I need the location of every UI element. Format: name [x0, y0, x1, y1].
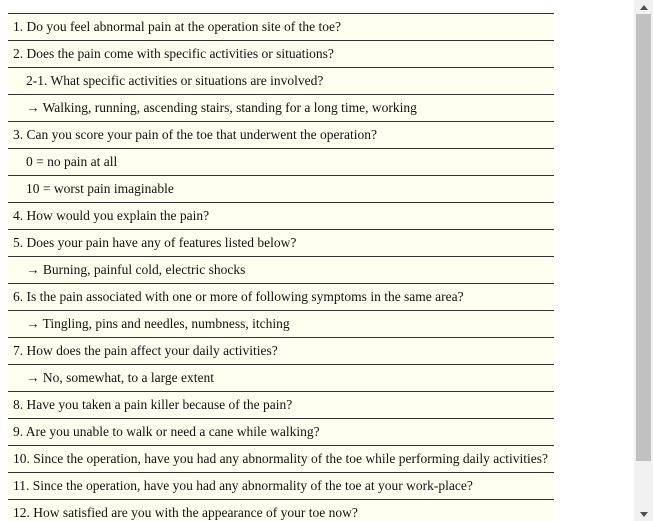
questionnaire-row — [8, 14, 554, 41]
questionnaire-row — [8, 338, 554, 365]
answer-text: → No, somewhat, to a large extent — [8, 365, 554, 392]
question-text: 5. Does your pain have any of features listed below? — [8, 230, 554, 257]
arrow-up-icon — [640, 5, 648, 10]
answer-text: 0 = no pain at all — [8, 149, 554, 176]
questionnaire-body — [8, 14, 554, 521]
question-text: 10. Since the operation, have you had any abnormality of the toe while performing daily activities? — [8, 446, 554, 473]
vertical-scrollbar[interactable] — [634, 0, 653, 521]
questionnaire-row — [8, 203, 554, 230]
questionnaire-subrow — [8, 365, 554, 392]
questionnaire-table — [8, 13, 554, 521]
questionnaire-subrow — [8, 311, 554, 338]
answer-text: → Tingling, pins and needles, numbness, itching — [8, 311, 554, 338]
questionnaire-subrow — [8, 149, 554, 176]
arrow-down-icon — [640, 512, 648, 517]
question-text: 3. Can you score your pain of the toe that underwent the operation? — [8, 122, 554, 149]
question-text: 8. Have you taken a pain killer because of the pain? — [8, 392, 554, 419]
questionnaire-row — [8, 500, 554, 521]
questionnaire-subrow — [8, 95, 554, 122]
answer-text: → Burning, painful cold, electric shocks — [8, 257, 554, 284]
question-text: 1. Do you feel abnormal pain at the operation site of the toe? — [8, 14, 554, 41]
answer-text: 10 = worst pain imaginable — [8, 176, 554, 203]
answer-text: → Walking, running, ascending stairs, standing for a long time, working — [8, 95, 554, 122]
questionnaire-row — [8, 392, 554, 419]
question-text: 4. How would you explain the pain? — [8, 203, 554, 230]
questionnaire-subrow — [8, 68, 554, 95]
scroll-down-button[interactable] — [634, 507, 653, 521]
questionnaire-row — [8, 473, 554, 500]
questionnaire-row — [8, 284, 554, 311]
question-text: 6. Is the pain associated with one or more of following symptoms in the same area? — [8, 284, 554, 311]
questionnaire-subrow — [8, 176, 554, 203]
questionnaire-row — [8, 446, 554, 473]
question-text: 12. How satisfied are you with the appearance of your toe now? — [8, 500, 554, 521]
scroll-up-button[interactable] — [634, 0, 653, 14]
questionnaire-row — [8, 419, 554, 446]
question-text: 9. Are you unable to walk or need a cane while walking? — [8, 419, 554, 446]
scrollbar-thumb[interactable] — [636, 14, 651, 461]
questionnaire-row — [8, 122, 554, 149]
question-text: 2. Does the pain come with specific activities or situations? — [8, 41, 554, 68]
questionnaire-row — [8, 41, 554, 68]
answer-text: 2-1. What specific activities or situations are involved? — [8, 68, 554, 95]
question-text: 11. Since the operation, have you had any abnormality of the toe at your work-place? — [8, 473, 554, 500]
question-text: 7. How does the pain affect your daily activities? — [8, 338, 554, 365]
questionnaire-subrow — [8, 257, 554, 284]
questionnaire-row — [8, 230, 554, 257]
